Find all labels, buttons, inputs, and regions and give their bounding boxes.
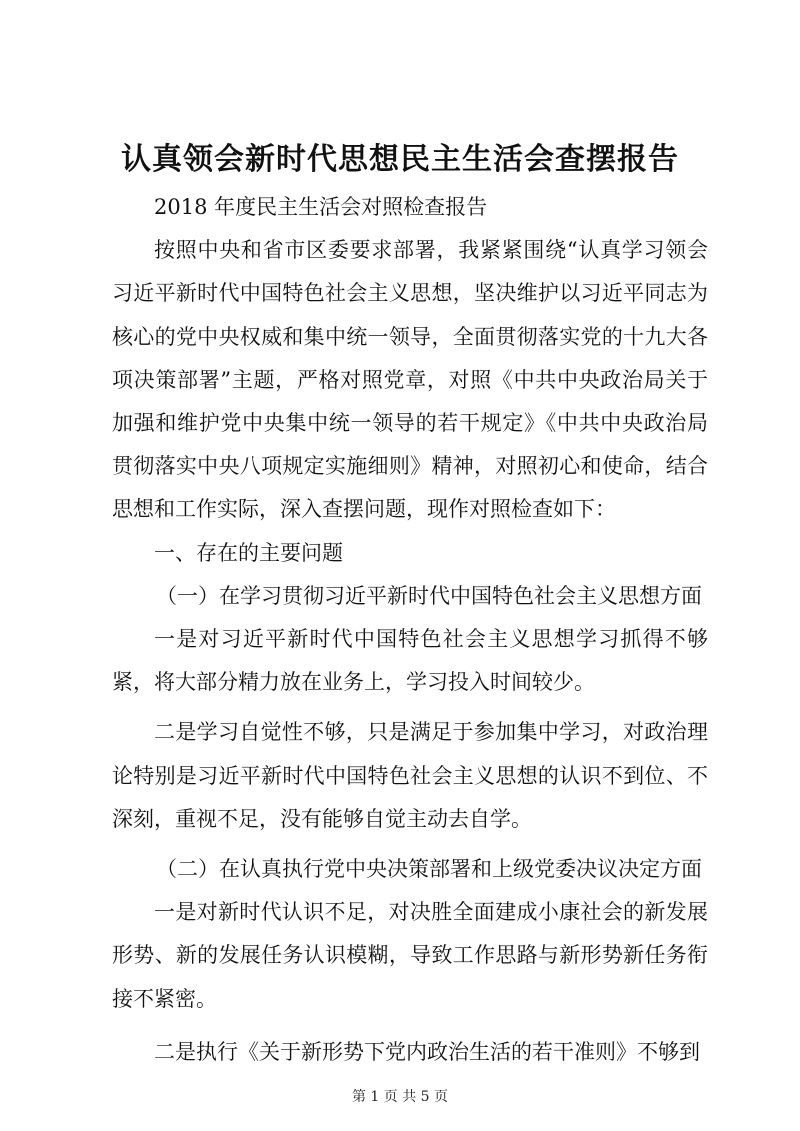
paragraph-execution-point-2: 二是执行《关于新形势下党内政治生活的若干准则》不够到 xyxy=(154,1039,700,1064)
document-body xyxy=(112,186,708,1074)
paragraph-execution-point-1: 一是对新时代认识不足，对决胜全面建成小康社会的新发展形势、新的发展任务认识模糊，导致工作思路与新形势新任务衔接不紧密。 xyxy=(112,900,708,1011)
page-number-footer: 第 1 页 共 5 页 xyxy=(351,1089,449,1105)
subsection-heading-execution: （二）在认真执行党中央决策部署和上级党委决议决定方面 xyxy=(156,857,702,882)
paragraph-intro: 按照中央和省市区委要求部署，我紧紧围绕“认真学习领会习近平新时代中国特色社会主义思想，坚决维护以习近平同志为核心的党中央权威和集中统一领导，全面贯彻落实党的十九大各项决策部署”主题，严格对照党章，对照《中共中央政治局关于加强和维护党中央集中统一领导的若干规定》《中共中央政治局贯彻落实中央八项规定实施细则》精神，对照初心和使命，结合思想和工作实际，深入查摆问题，现作对照检查如下： xyxy=(112,238,708,522)
section-heading-problems: 一、存在的主要问题 xyxy=(154,540,343,565)
paragraph-study-point-2: 二是学习自觉性不够，只是满足于参加集中学习，对政治理论特别是习近平新时代中国特色社会主义思想的认识不到位、不深刻，重视不足，没有能够自觉主动去自学。 xyxy=(112,720,708,831)
document-title: 认真领会新时代思想民主生活会查摆报告 xyxy=(121,142,679,177)
subsection-heading-study: （一）在学习贯彻习近平新时代中国特色社会主义思想方面 xyxy=(156,583,702,608)
paragraph-study-point-1: 一是对习近平新时代中国特色社会主义思想学习抓得不够紧，将大部分精力放在业务上，学习投入时间较少。 xyxy=(112,627,708,695)
document-subtitle: 2018 年度民主生活会对照检查报告 xyxy=(154,195,488,219)
